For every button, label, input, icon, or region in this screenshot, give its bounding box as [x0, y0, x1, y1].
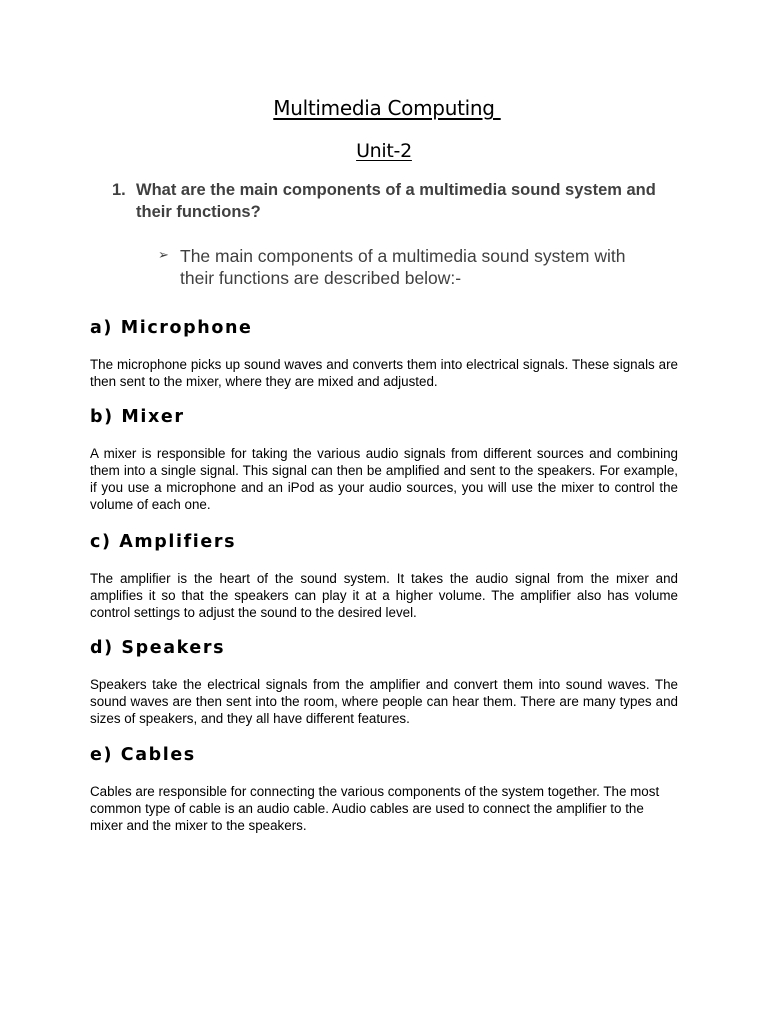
section-body: The amplifier is the heart of the sound system. It takes the audio signal from the mixer and amplifies it so that the speakers can play it at a higher volume. The amplifier also has volume control settings to adjust the sound to the desired level.: [90, 571, 678, 620]
section-heading: a) Microphone: [90, 318, 253, 338]
section-mixer: [90, 406, 678, 513]
question-number: 1.: [112, 181, 126, 199]
section-microphone: [90, 317, 678, 390]
arrowhead-bullet-icon: ➢: [158, 248, 169, 263]
document-title: Multimedia Computing: [273, 96, 501, 120]
intro-bullet: [158, 245, 658, 289]
section-body: The microphone picks up sound waves and converts them into electrical signals. These signals are then sent to the mixer, where they are mixed and adjusted.: [90, 357, 678, 389]
section-heading: e) Cables: [90, 745, 196, 765]
section-body: A mixer is responsible for taking the various audio signals from different sources and combining them into a single signal. This signal can then be amplified and sent to the speakers. For example, if you use a microphone and an iPod as your audio sources, you will use the mixer to control the volume of each one.: [90, 446, 678, 512]
section-body: Cables are responsible for connecting the various components of the system together. The most common type of cable is an audio cable. Audio cables are used to connect the amplifier to the mixer and the mixer to the speakers.: [90, 784, 660, 833]
question-item: [112, 179, 672, 223]
section-heading: c) Amplifiers: [90, 532, 237, 552]
section-heading: b) Mixer: [90, 407, 185, 427]
intro-text: The main components of a multimedia sound system with their functions are described below:-: [180, 246, 626, 288]
question-text: What are the main components of a multimedia sound system and their functions?: [136, 181, 656, 221]
section-speakers: [90, 637, 678, 727]
section-heading: d) Speakers: [90, 638, 226, 658]
section-body: Speakers take the electrical signals from the amplifier and convert them into sound waves. The sound waves are then sent into the room, where people can hear them. There are many types and sizes of speakers, and they all have different features.: [90, 677, 678, 726]
section-cables: [90, 744, 678, 834]
unit-title: Unit-2: [356, 140, 412, 162]
section-amplifiers: [90, 531, 678, 621]
